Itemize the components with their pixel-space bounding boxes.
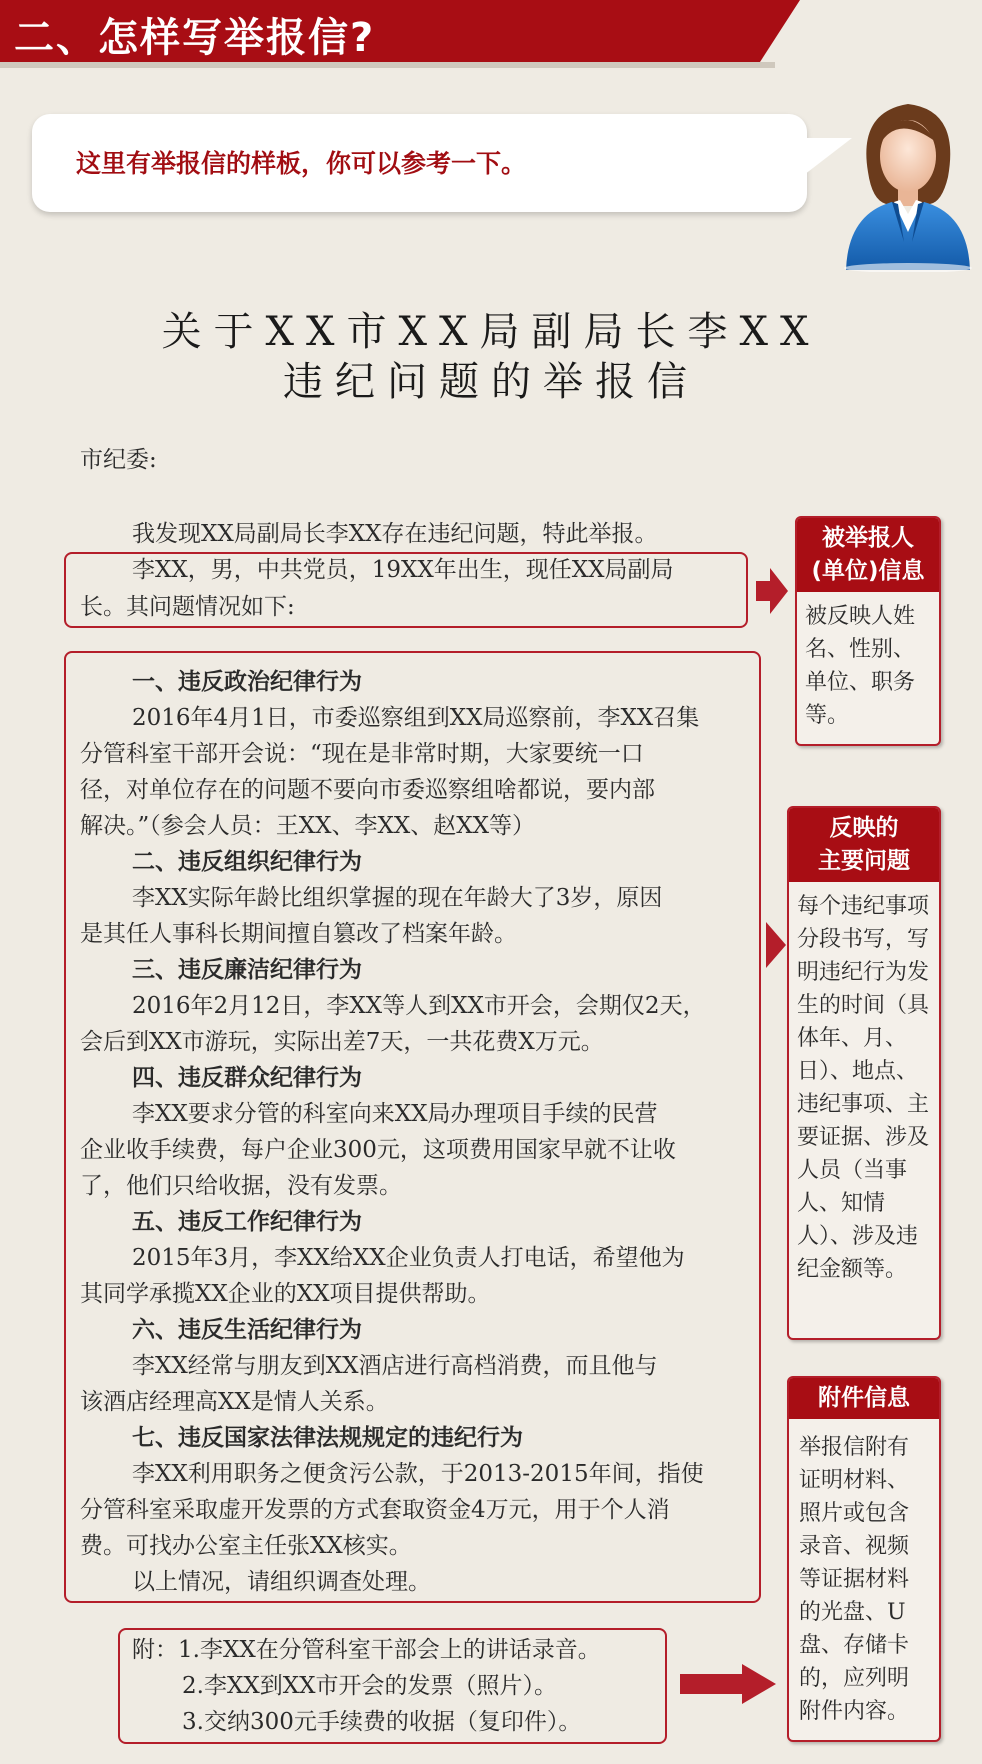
note-card-body: 举报信附有证明材料、照片或包含录音、视频等证据材料的光盘、U盘、存储卡的，应列明附件内容。 xyxy=(799,1435,910,1724)
speech-bubble xyxy=(32,114,807,212)
note-card-title: 附件信息 xyxy=(789,1378,939,1419)
page-title: 二、怎样写举报信? xyxy=(14,15,376,61)
note-card-body: 被反映人姓名、性别、单位、职务等。 xyxy=(805,604,916,728)
body-line: 该酒店经理高XX是情人关系。 xyxy=(80,1389,389,1415)
body-line: 2015年3月，李XX给XX企业负责人打电话，希望他为 xyxy=(132,1245,685,1271)
body-line: 解决。”（参会人员：王XX、李XX、赵XX等） xyxy=(80,813,536,839)
body-line: 了，他们只给收据，没有发票。 xyxy=(80,1173,402,1199)
attachment-item: 2.李XX到XX市开会的发票（照片）。 xyxy=(182,1673,557,1699)
body-line: 以上情况，请组织调查处理。 xyxy=(132,1569,431,1595)
body-line: 企业收手续费，每户企业300元，这项费用国家早就不让收 xyxy=(80,1137,676,1163)
arrow-right-icon xyxy=(756,568,788,614)
note-card-title: 被举报人 (单位)信息 xyxy=(797,518,939,592)
section-heading: 六、违反生活纪律行为 xyxy=(132,1317,362,1343)
attachment-item: 附：1.李XX在分管科室干部会上的讲话录音。 xyxy=(132,1637,601,1663)
note-card-title: 反映的 主要问题 xyxy=(789,808,939,882)
section-heading: 三、违反廉洁纪律行为 xyxy=(132,957,362,983)
speech-bubble-text: 这里有举报信的样板，你可以参考一下。 xyxy=(76,149,527,178)
body-line: 会后到XX市游玩，实际出差7天，一共花费X万元。 xyxy=(80,1029,604,1055)
letter-title-line1: 关于XX市XX局副局长李XX xyxy=(161,309,821,355)
body-line: 李XX经常与朋友到XX酒店进行高档消费，而且他与 xyxy=(132,1353,658,1379)
note-card-attachments xyxy=(787,1376,941,1742)
body-line: 分管科室干部开会说：“现在是非常时期，大家要统一口 xyxy=(80,741,644,767)
arrow-right-icon xyxy=(680,1664,776,1704)
section-heading: 七、违反国家法律法规规定的违纪行为 xyxy=(132,1425,523,1451)
body-line: 是其任人事科长期间擅自篡改了档案年龄。 xyxy=(80,921,517,947)
body-line: 其同学承揽XX企业的XX项目提供帮助。 xyxy=(80,1281,491,1307)
body-line: 2016年2月12日，李XX等人到XX市开会，会期仅2天， xyxy=(132,993,706,1019)
arrow-right-icon xyxy=(766,922,786,968)
body-line: 李XX要求分管的科室向来XX局办理项目手续的民营 xyxy=(132,1101,658,1127)
intro-paragraph: 我发现XX局副局长李XX存在违纪问题，特此举报。 xyxy=(132,521,658,547)
person-info-line2: 长。其问题情况如下: xyxy=(80,594,295,620)
section-heading: 四、违反群众纪律行为 xyxy=(132,1065,362,1091)
letter-title-line2: 违纪问题的举报信 xyxy=(283,359,699,405)
body-line: 李XX利用职务之便贪污公款，于2013-2015年间，指使 xyxy=(132,1461,704,1487)
body-line: 李XX实际年龄比组织掌握的现在年龄大了3岁，原因 xyxy=(132,885,663,911)
salutation: 市纪委: xyxy=(80,447,157,473)
attachment-item: 3.交纳300元手续费的收据（复印件）。 xyxy=(182,1709,582,1735)
section-heading: 一、违反政治纪律行为 xyxy=(132,669,362,695)
person-info-line1: 李XX，男，中共党员，19XX年出生，现任XX局副局 xyxy=(132,557,674,583)
body-line: 分管科室采取虚开发票的方式套取资金4万元，用于个人消 xyxy=(80,1497,670,1523)
note-card-main-issues xyxy=(787,806,941,1340)
body-line: 2016年4月1日，市委巡察组到XX局巡察前，李XX召集 xyxy=(132,705,700,731)
avatar xyxy=(838,92,978,272)
note-card-body: 每个违纪事项分段书写，写明违纪行为发生的时间（具体年、月、日）、地点、违纪事项、主要证据、涉及人员（当事人、知情人）、涉及违纪金额等。 xyxy=(797,894,930,1282)
note-card-reported-person xyxy=(795,516,941,746)
body-line: 径，对单位存在的问题不要向市委巡察组啥都说，要内部 xyxy=(80,777,655,803)
section-heading: 二、违反组织纪律行为 xyxy=(132,849,362,875)
body-line: 费。可找办公室主任张XX核实。 xyxy=(80,1533,412,1559)
section-heading: 五、违反工作纪律行为 xyxy=(132,1209,362,1235)
